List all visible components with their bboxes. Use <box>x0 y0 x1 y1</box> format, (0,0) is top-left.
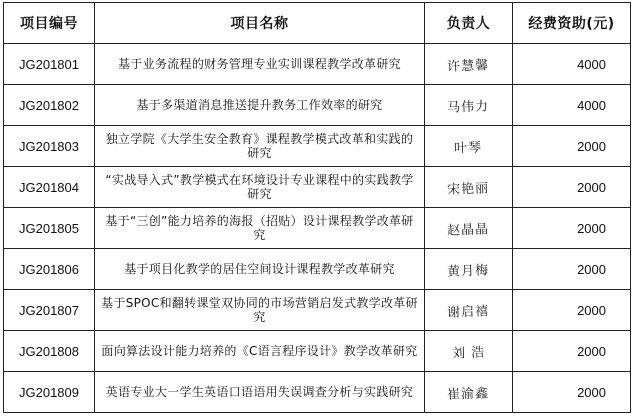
leader-signature: 叶琴 <box>454 140 483 156</box>
table-row <box>4 290 631 331</box>
project-code: JG201801 <box>4 44 95 85</box>
project-leader <box>425 331 513 372</box>
table-header-row <box>4 3 631 44</box>
project-name: “实战导入式”教学模式在环境设计专业课程中的实践教学研究 <box>95 167 425 208</box>
header-project-name: 项目名称 <box>95 3 425 44</box>
funding-amount: 2000 <box>513 290 631 331</box>
project-leader <box>425 126 513 167</box>
leader-signature: 宋艳丽 <box>447 180 490 198</box>
table-row <box>4 126 631 167</box>
project-funding-table <box>3 2 631 413</box>
project-leader <box>425 290 513 331</box>
funding-amount: 2000 <box>513 372 631 413</box>
funding-amount: 2000 <box>513 331 631 372</box>
project-code: JG201807 <box>4 290 95 331</box>
leader-signature: 许慧馨 <box>447 57 490 75</box>
leader-signature: 崔渝鑫 <box>447 385 490 403</box>
project-leader <box>425 44 513 85</box>
leader-signature: 谢启禧 <box>447 303 490 321</box>
project-code: JG201808 <box>4 331 95 372</box>
project-name: 英语专业大一学生英语口语语用失误调查分析与实践研究 <box>95 372 425 413</box>
project-leader <box>425 85 513 126</box>
project-code: JG201806 <box>4 249 95 290</box>
leader-signature: 马伟力 <box>447 98 490 116</box>
project-name: 基于项目化教学的居住空间设计课程教学改革研究 <box>95 249 425 290</box>
project-code: JG201809 <box>4 372 95 413</box>
project-name: 基于SPOC和翻转课堂双协同的市场营销启发式教学改革研究 <box>95 290 425 331</box>
table-row <box>4 167 631 208</box>
header-funding: 经费资助(元) <box>513 3 631 44</box>
funding-amount: 4000 <box>513 85 631 126</box>
project-leader <box>425 249 513 290</box>
table-row <box>4 208 631 249</box>
funding-amount: 2000 <box>513 126 631 167</box>
leader-signature: 黄月梅 <box>447 262 490 280</box>
project-name: 基于“三创”能力培养的海报（招贴）设计课程教学改革研究 <box>95 208 425 249</box>
project-name: 独立学院《大学生安全教育》课程教学模式改革和实践的研究 <box>95 126 425 167</box>
leader-signature: 赵晶晶 <box>447 221 490 239</box>
project-leader <box>425 372 513 413</box>
project-leader <box>425 167 513 208</box>
funding-amount: 2000 <box>513 249 631 290</box>
funding-amount: 2000 <box>513 167 631 208</box>
project-code: JG201802 <box>4 85 95 126</box>
table-row <box>4 44 631 85</box>
table-row <box>4 372 631 413</box>
leader-signature: 刘 浩 <box>451 344 486 362</box>
funding-amount: 4000 <box>513 44 631 85</box>
funding-amount: 2000 <box>513 208 631 249</box>
project-name: 基于多渠道消息推送提升教务工作效率的研究 <box>95 85 425 126</box>
project-leader <box>425 208 513 249</box>
project-code: JG201805 <box>4 208 95 249</box>
project-code: JG201804 <box>4 167 95 208</box>
header-project-code: 项目编号 <box>4 3 95 44</box>
project-name: 基于业务流程的财务管理专业实训课程教学改革研究 <box>95 44 425 85</box>
table-row <box>4 331 631 372</box>
header-leader: 负责人 <box>425 3 513 44</box>
project-code: JG201803 <box>4 126 95 167</box>
project-name: 面向算法设计能力培养的《C语言程序设计》教学改革研究 <box>95 331 425 372</box>
table-row <box>4 85 631 126</box>
table-row <box>4 249 631 290</box>
